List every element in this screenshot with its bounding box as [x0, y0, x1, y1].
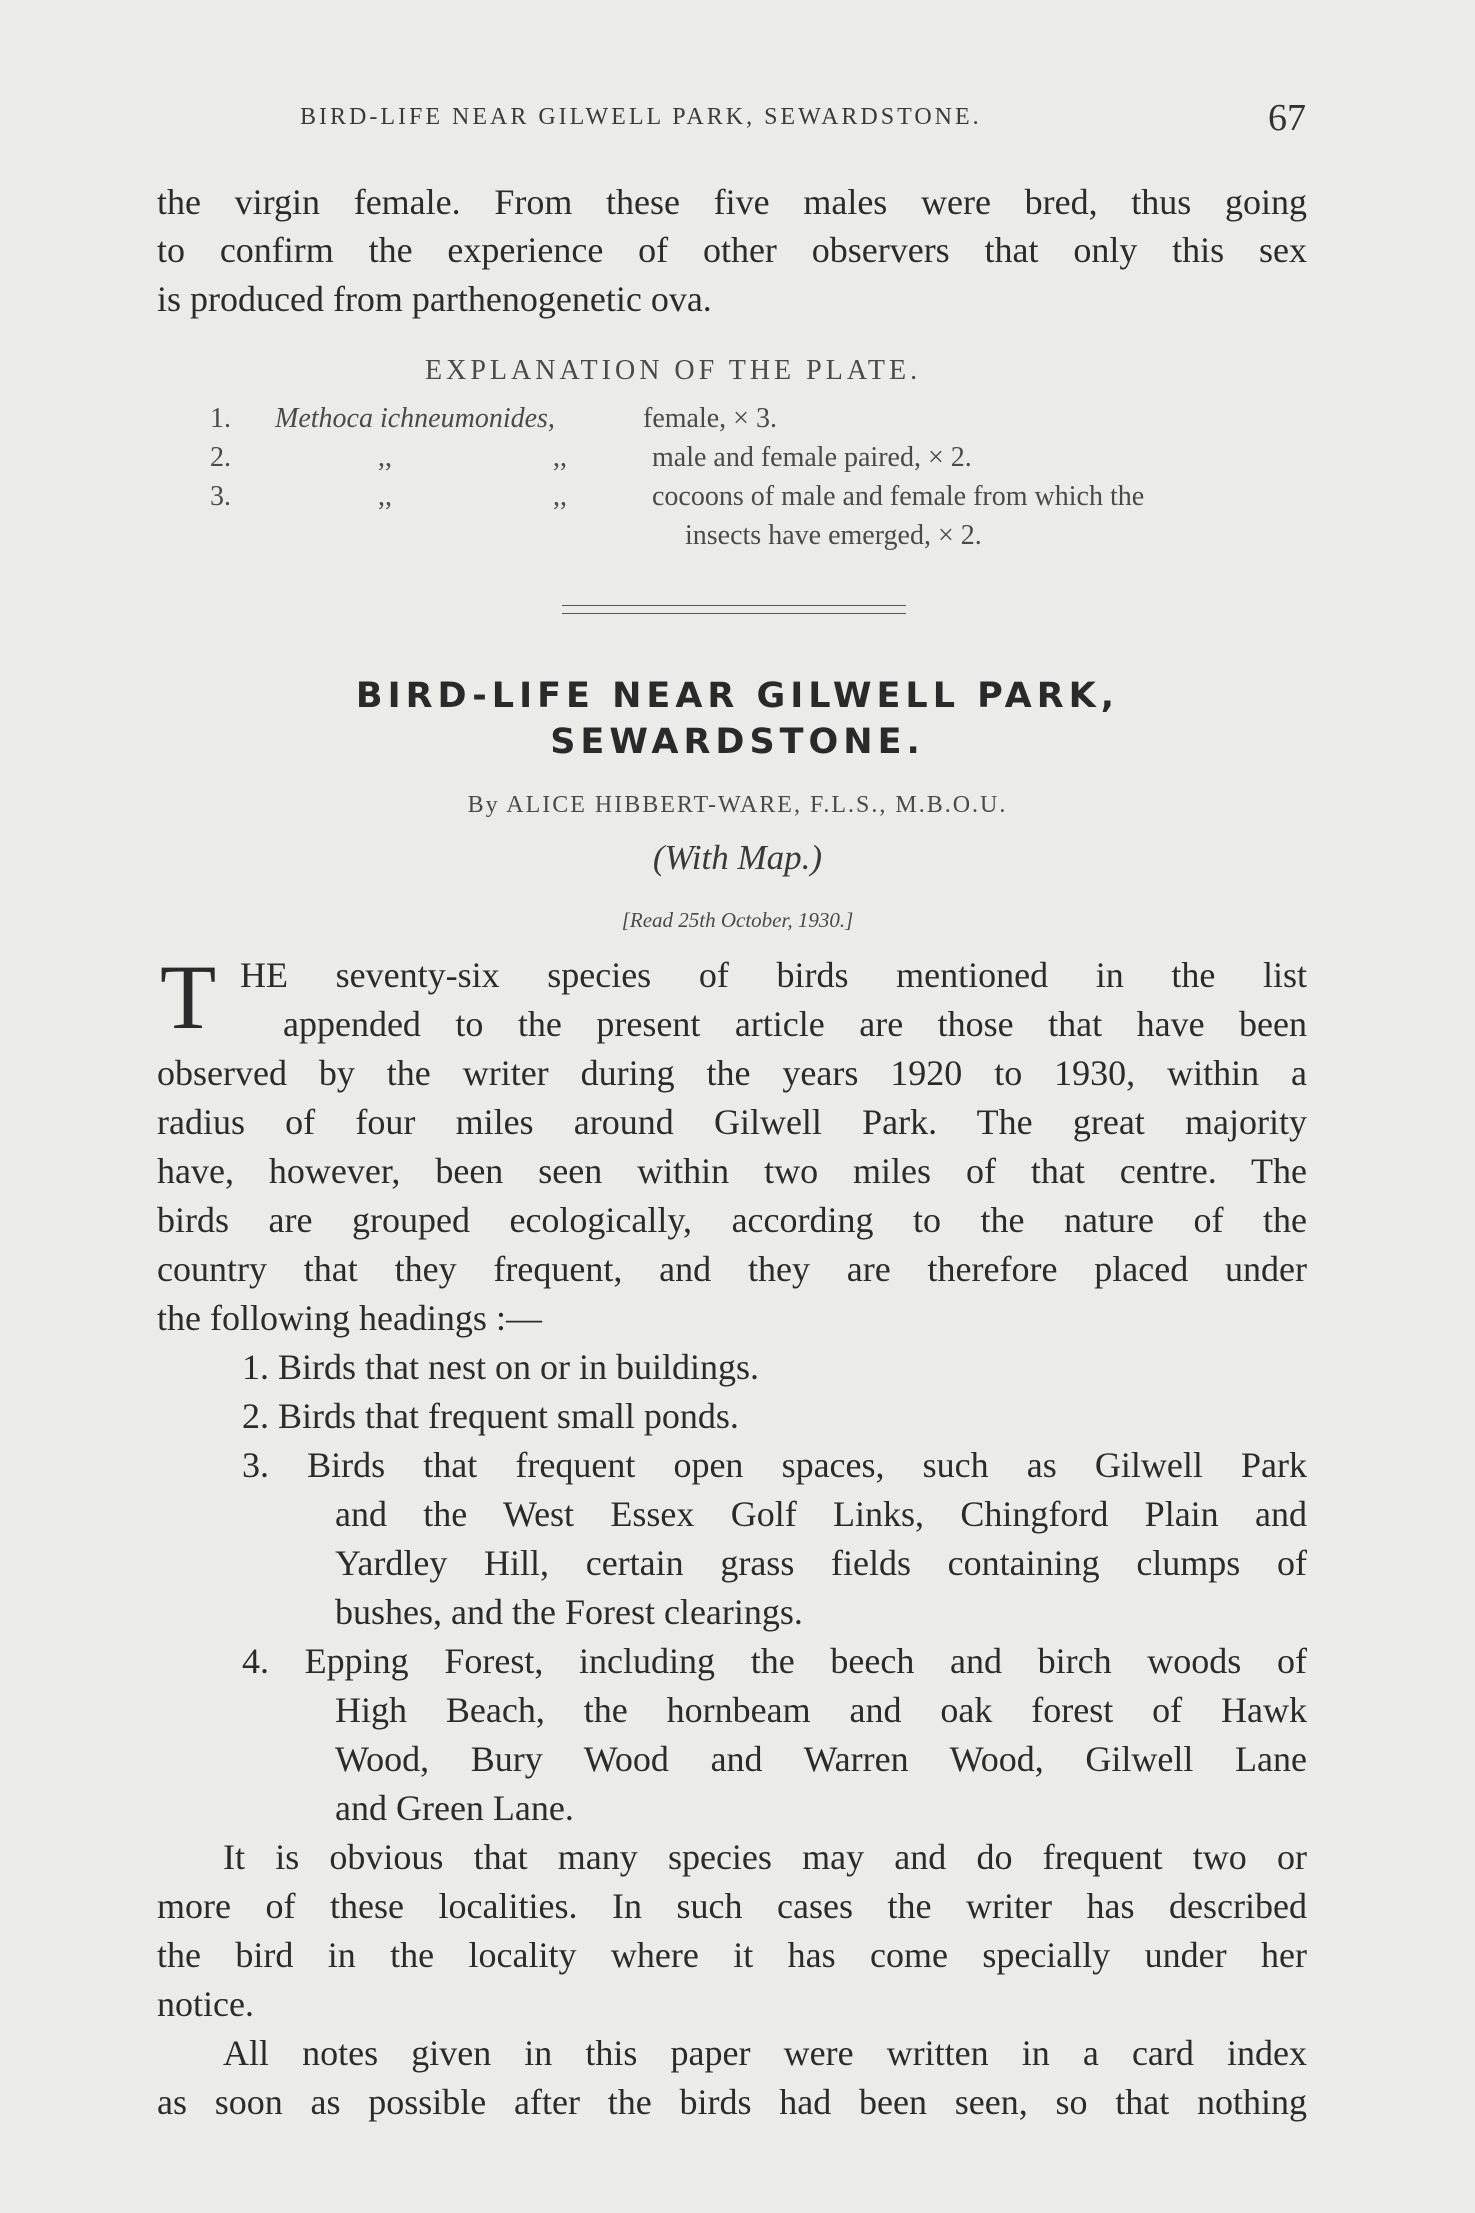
- body-line: HE seventy-six species of birds mentioned in the list: [240, 955, 1307, 995]
- plate-title: EXPLANATION OF THE PLATE.: [425, 355, 922, 386]
- body-line: birds are grouped ecologically, according to the nature of the: [157, 1200, 1307, 1240]
- list-item-continuation: and Green Lane.: [335, 1788, 574, 1828]
- body-line: notice.: [157, 1984, 254, 2024]
- plate-row-ditto: ,,: [378, 442, 392, 473]
- body-line: the bird in the locality where it has come specially under her: [157, 1935, 1307, 1975]
- body-line: radius of four miles around Gilwell Park. The great majority: [157, 1102, 1307, 1142]
- body-line: have, however, been seen within two miles of that centre. The: [157, 1151, 1307, 1191]
- list-item: 2. Birds that frequent small ponds.: [242, 1396, 739, 1436]
- body-line: is produced from parthenogenetic ova.: [157, 279, 712, 319]
- with-map-note: (With Map.): [652, 838, 823, 877]
- body-line: appended to the present article are those that have been: [283, 1004, 1307, 1044]
- plate-row-number: 3.: [210, 481, 231, 512]
- drop-cap: T: [160, 946, 217, 1048]
- list-item-continuation: High Beach, the hornbeam and oak forest of Hawk: [335, 1690, 1307, 1730]
- body-line: country that they frequent, and they are therefore placed under: [157, 1249, 1307, 1289]
- plate-row-description: female, × 3.: [643, 403, 777, 434]
- body-line: the following headings :—: [157, 1298, 542, 1338]
- plate-row-description: cocoons of male and female from which the: [652, 481, 1145, 512]
- list-item-continuation: and the West Essex Golf Links, Chingford Plain and: [335, 1494, 1307, 1534]
- read-date: [Read 25th October, 1930.]: [621, 908, 854, 932]
- body-line: the virgin female. From these five males were bred, thus going: [157, 182, 1307, 222]
- running-head: BIRD-LIFE NEAR GILWELL PARK, SEWARDSTONE.: [300, 104, 982, 130]
- plate-row-ditto: ,,: [378, 481, 392, 512]
- page-number: 67: [1268, 97, 1306, 139]
- plate-row-ditto: ,,: [553, 481, 567, 512]
- list-item-continuation: bushes, and the Forest clearings.: [335, 1592, 803, 1632]
- body-line: to confirm the experience of other observers that only this sex: [157, 230, 1307, 270]
- article-title: SEWARDSTONE.: [550, 722, 925, 762]
- body-line: more of these localities. In such cases the writer has described: [157, 1886, 1307, 1926]
- body-line: It is obvious that many species may and do frequent two or: [223, 1837, 1307, 1877]
- body-line: All notes given in this paper were written in a card index: [223, 2033, 1307, 2073]
- plate-row-description: male and female paired, × 2.: [652, 442, 972, 473]
- section-divider: [562, 605, 906, 606]
- body-line: as soon as possible after the birds had been seen, so that nothing: [157, 2082, 1307, 2122]
- body-line: observed by the writer during the years 1920 to 1930, within a: [157, 1053, 1307, 1093]
- list-item: 3. Birds that frequent open spaces, such as Gilwell Park: [242, 1445, 1307, 1485]
- list-item-continuation: Yardley Hill, certain grass fields containing clumps of: [335, 1543, 1307, 1583]
- section-divider: [562, 613, 906, 614]
- plate-row-number: 2.: [210, 442, 231, 473]
- plate-row-number: 1.: [210, 403, 231, 434]
- plate-row-continuation: insects have emerged, × 2.: [685, 520, 982, 551]
- list-item: 1. Birds that nest on or in buildings.: [242, 1347, 759, 1387]
- article-title: BIRD-LIFE NEAR GILWELL PARK,: [355, 676, 1120, 716]
- list-item-continuation: Wood, Bury Wood and Warren Wood, Gilwell Lane: [335, 1739, 1307, 1779]
- plate-row-species: Methoca ichneumonides,: [275, 403, 555, 434]
- list-item: 4. Epping Forest, including the beech and birch woods of: [242, 1641, 1307, 1681]
- plate-row-ditto: ,,: [553, 442, 567, 473]
- article-byline: By ALICE HIBBERT-WARE, F.L.S., M.B.O.U.: [467, 792, 1008, 818]
